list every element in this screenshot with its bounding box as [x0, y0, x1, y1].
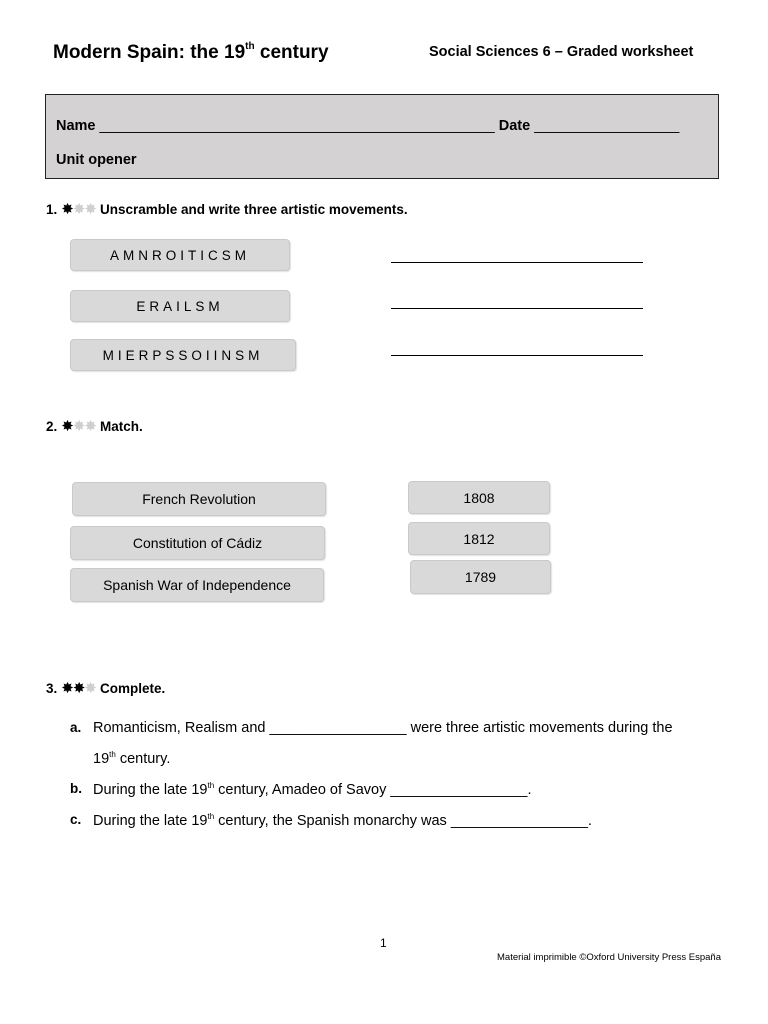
item-label: c. — [70, 812, 82, 827]
answer-line[interactable] — [391, 262, 643, 263]
name-line — [56, 118, 679, 134]
difficulty-stars — [61, 419, 96, 434]
star-filled-icon: ✸ — [61, 417, 74, 435]
star-empty-icon: ✸ — [72, 417, 86, 435]
scrambled-word: MIERPSSOIINSM — [70, 339, 296, 371]
answer-line[interactable] — [391, 308, 643, 309]
match-event[interactable]: Constitution of Cádiz — [70, 526, 325, 560]
name-date-box — [45, 94, 719, 179]
item-text: During the late 19th century, Amadeo of Savoy _________________. — [93, 781, 532, 798]
page-title: Modern Spain: the 19th century — [53, 41, 329, 63]
star-filled-icon: ✸ — [72, 679, 86, 697]
match-year[interactable]: 1789 — [410, 560, 551, 594]
question-instruction: Complete. — [100, 681, 166, 696]
question-number: 3. — [46, 681, 58, 696]
unit-label: Unit opener — [56, 152, 137, 168]
item-text: During the late 19th century, the Spanish monarchy was _________________. — [93, 812, 592, 829]
star-filled-icon: ✸ — [61, 679, 74, 697]
scrambled-word: ERAILSM — [70, 290, 290, 322]
question-2-heading — [46, 419, 143, 434]
star-empty-icon: ✸ — [84, 417, 97, 435]
star-filled-icon: ✸ — [61, 200, 74, 218]
answer-line[interactable] — [391, 355, 643, 356]
difficulty-stars — [61, 681, 96, 696]
item-text-continued: 19th century. — [93, 750, 171, 767]
item-label: a. — [70, 720, 82, 735]
question-instruction: Unscramble and write three artistic movements. — [100, 202, 408, 217]
star-empty-icon: ✸ — [84, 200, 97, 218]
name-field[interactable]: _________________________________________________ — [99, 118, 495, 134]
copyright-notice: Material imprimible ©Oxford University Press España — [497, 952, 721, 963]
question-number: 2. — [46, 419, 58, 434]
match-event[interactable]: Spanish War of Independence — [70, 568, 324, 602]
date-label: Date — [498, 118, 531, 134]
match-year[interactable]: 1812 — [408, 522, 550, 555]
question-number: 1. — [46, 202, 58, 217]
date-field[interactable]: __________________ — [534, 118, 680, 134]
page-number: 1 — [380, 936, 387, 950]
item-text: Romanticism, Realism and _________________ were three artistic movements during the — [93, 720, 673, 736]
item-label: b. — [70, 781, 82, 796]
question-1-heading — [46, 202, 408, 217]
difficulty-stars — [61, 202, 96, 217]
scrambled-word: AMNROITICSM — [70, 239, 290, 271]
match-event[interactable]: French Revolution — [72, 482, 326, 516]
star-empty-icon: ✸ — [84, 679, 97, 697]
question-3-heading — [46, 681, 165, 696]
name-label: Name — [56, 118, 96, 134]
page-subtitle: Social Sciences 6 – Graded worksheet — [429, 44, 694, 60]
match-year[interactable]: 1808 — [408, 481, 550, 514]
question-instruction: Match. — [100, 419, 143, 434]
star-empty-icon: ✸ — [72, 200, 86, 218]
